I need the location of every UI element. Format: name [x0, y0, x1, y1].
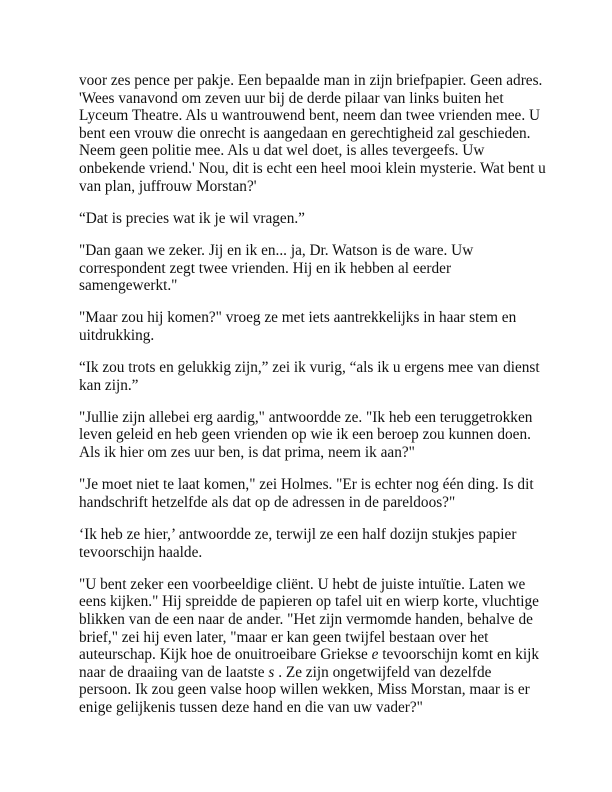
text-line: naar de draaiing van de laatste s . Ze zijn ongetwijfeld van dezelfde: [79, 663, 492, 681]
text-line: correspondent zegt twee vrienden. Hij en ik hebben al eerder: [79, 259, 452, 277]
text-line: Lyceum Theatre. Als u wantrouwend bent, neem dan twee vrienden mee. U: [79, 107, 541, 125]
text-line: eens kijken." Hij spreidde de papieren op tafel uit en wierp korte, vluchtige: [79, 593, 539, 611]
paragraph: [79, 409, 536, 462]
body-text: [79, 72, 546, 717]
text-line: tevoorschijn haalde.: [79, 543, 203, 561]
text-line: enige gelijkenis tussen deze hand en die van uw vader?": [79, 698, 423, 716]
text-line: brief," zei hij even later, "maar er kan geen twijfel bestaan over het: [79, 628, 489, 646]
italic-letter: s: [268, 663, 275, 681]
text-line: onbekende vriend.' Nou, dit is echt een heel mooi klein mysterie. Wat bent u: [79, 159, 546, 177]
text-line: "Jullie zijn allebei erg aardig," antwoordde ze. "Ik heb een teruggetrokken: [79, 408, 533, 426]
text-line: auteurschap. Kijk hoe de onuitroeibare Griekse e tevoorschijn komt en kijk: [79, 646, 540, 664]
text-line: kan zijn.”: [79, 376, 139, 394]
text-line: "Maar zou hij komen?" vroeg ze met iets aantrekkelijks in haar stem en: [79, 309, 517, 327]
text-line: Als ik hier om zes uur ben, is dat prima, neem ik aan?": [79, 444, 415, 462]
text-line: 'Wees vanavond om zeven uur bij de derde pilaar van links buiten het: [79, 89, 504, 107]
paragraph: [79, 526, 536, 561]
text-line: "U bent zeker een voorbeeldige cliënt. U hebt de juiste intuïtie. Laten we: [79, 575, 526, 593]
text-line: persoon. Ik zou geen valse hoop willen wekken, Miss Morstan, maar is er: [79, 681, 530, 699]
text-line: blikken van de een naar de ander. "Het zijn vermomde handen, behalve de: [79, 611, 533, 628]
paragraph: [79, 309, 536, 344]
paragraph: [79, 359, 540, 394]
text-line: leven geleid en heb geen vrienden op wie ik een beroep zou kunnen doen.: [79, 426, 531, 444]
text-line: “Ik zou trots en gelukkig zijn,” zei ik vurig, “als ik u ergens mee van dienst: [79, 359, 540, 377]
text-line: "Dan gaan we zeker. Jij en ik en... ja, Dr. Watson is de ware. Uw: [79, 241, 474, 259]
text-line: handschrift hetzelfde als dat op de adressen in de pareldoos?": [79, 493, 456, 511]
text-line: voor zes pence per pakje. Een bepaalde man in zijn briefpapier. Geen adres.: [79, 72, 543, 89]
text-line: bent een vrouw die onrecht is aangedaan en gerechtigheid zal geschieden.: [79, 124, 531, 142]
paragraph: [79, 575, 540, 717]
text-line: uitdrukking.: [79, 326, 155, 344]
paragraph: [79, 210, 536, 228]
text-line: “Dat is precies wat ik je wil vragen.”: [79, 209, 305, 227]
text-line: Neem geen politie mee. Als u dat wel doet, is alles tevergeefs. Uw: [79, 142, 485, 160]
text-line: samengewerkt.": [79, 277, 178, 295]
text-line: ‘Ik heb ze hier,’ antwoordde ze, terwijl ze een half dozijn stukjes papier: [79, 526, 517, 544]
text-line: "Je moet niet te laat komen," zei Holmes. "Er is echter nog één ding. Is dit: [79, 476, 534, 494]
paragraph: [79, 476, 536, 511]
paragraph: [79, 242, 536, 295]
italic-letter: e: [371, 646, 379, 664]
text-line: van plan, juffrouw Morstan?': [79, 177, 257, 195]
paragraph: [79, 72, 546, 195]
